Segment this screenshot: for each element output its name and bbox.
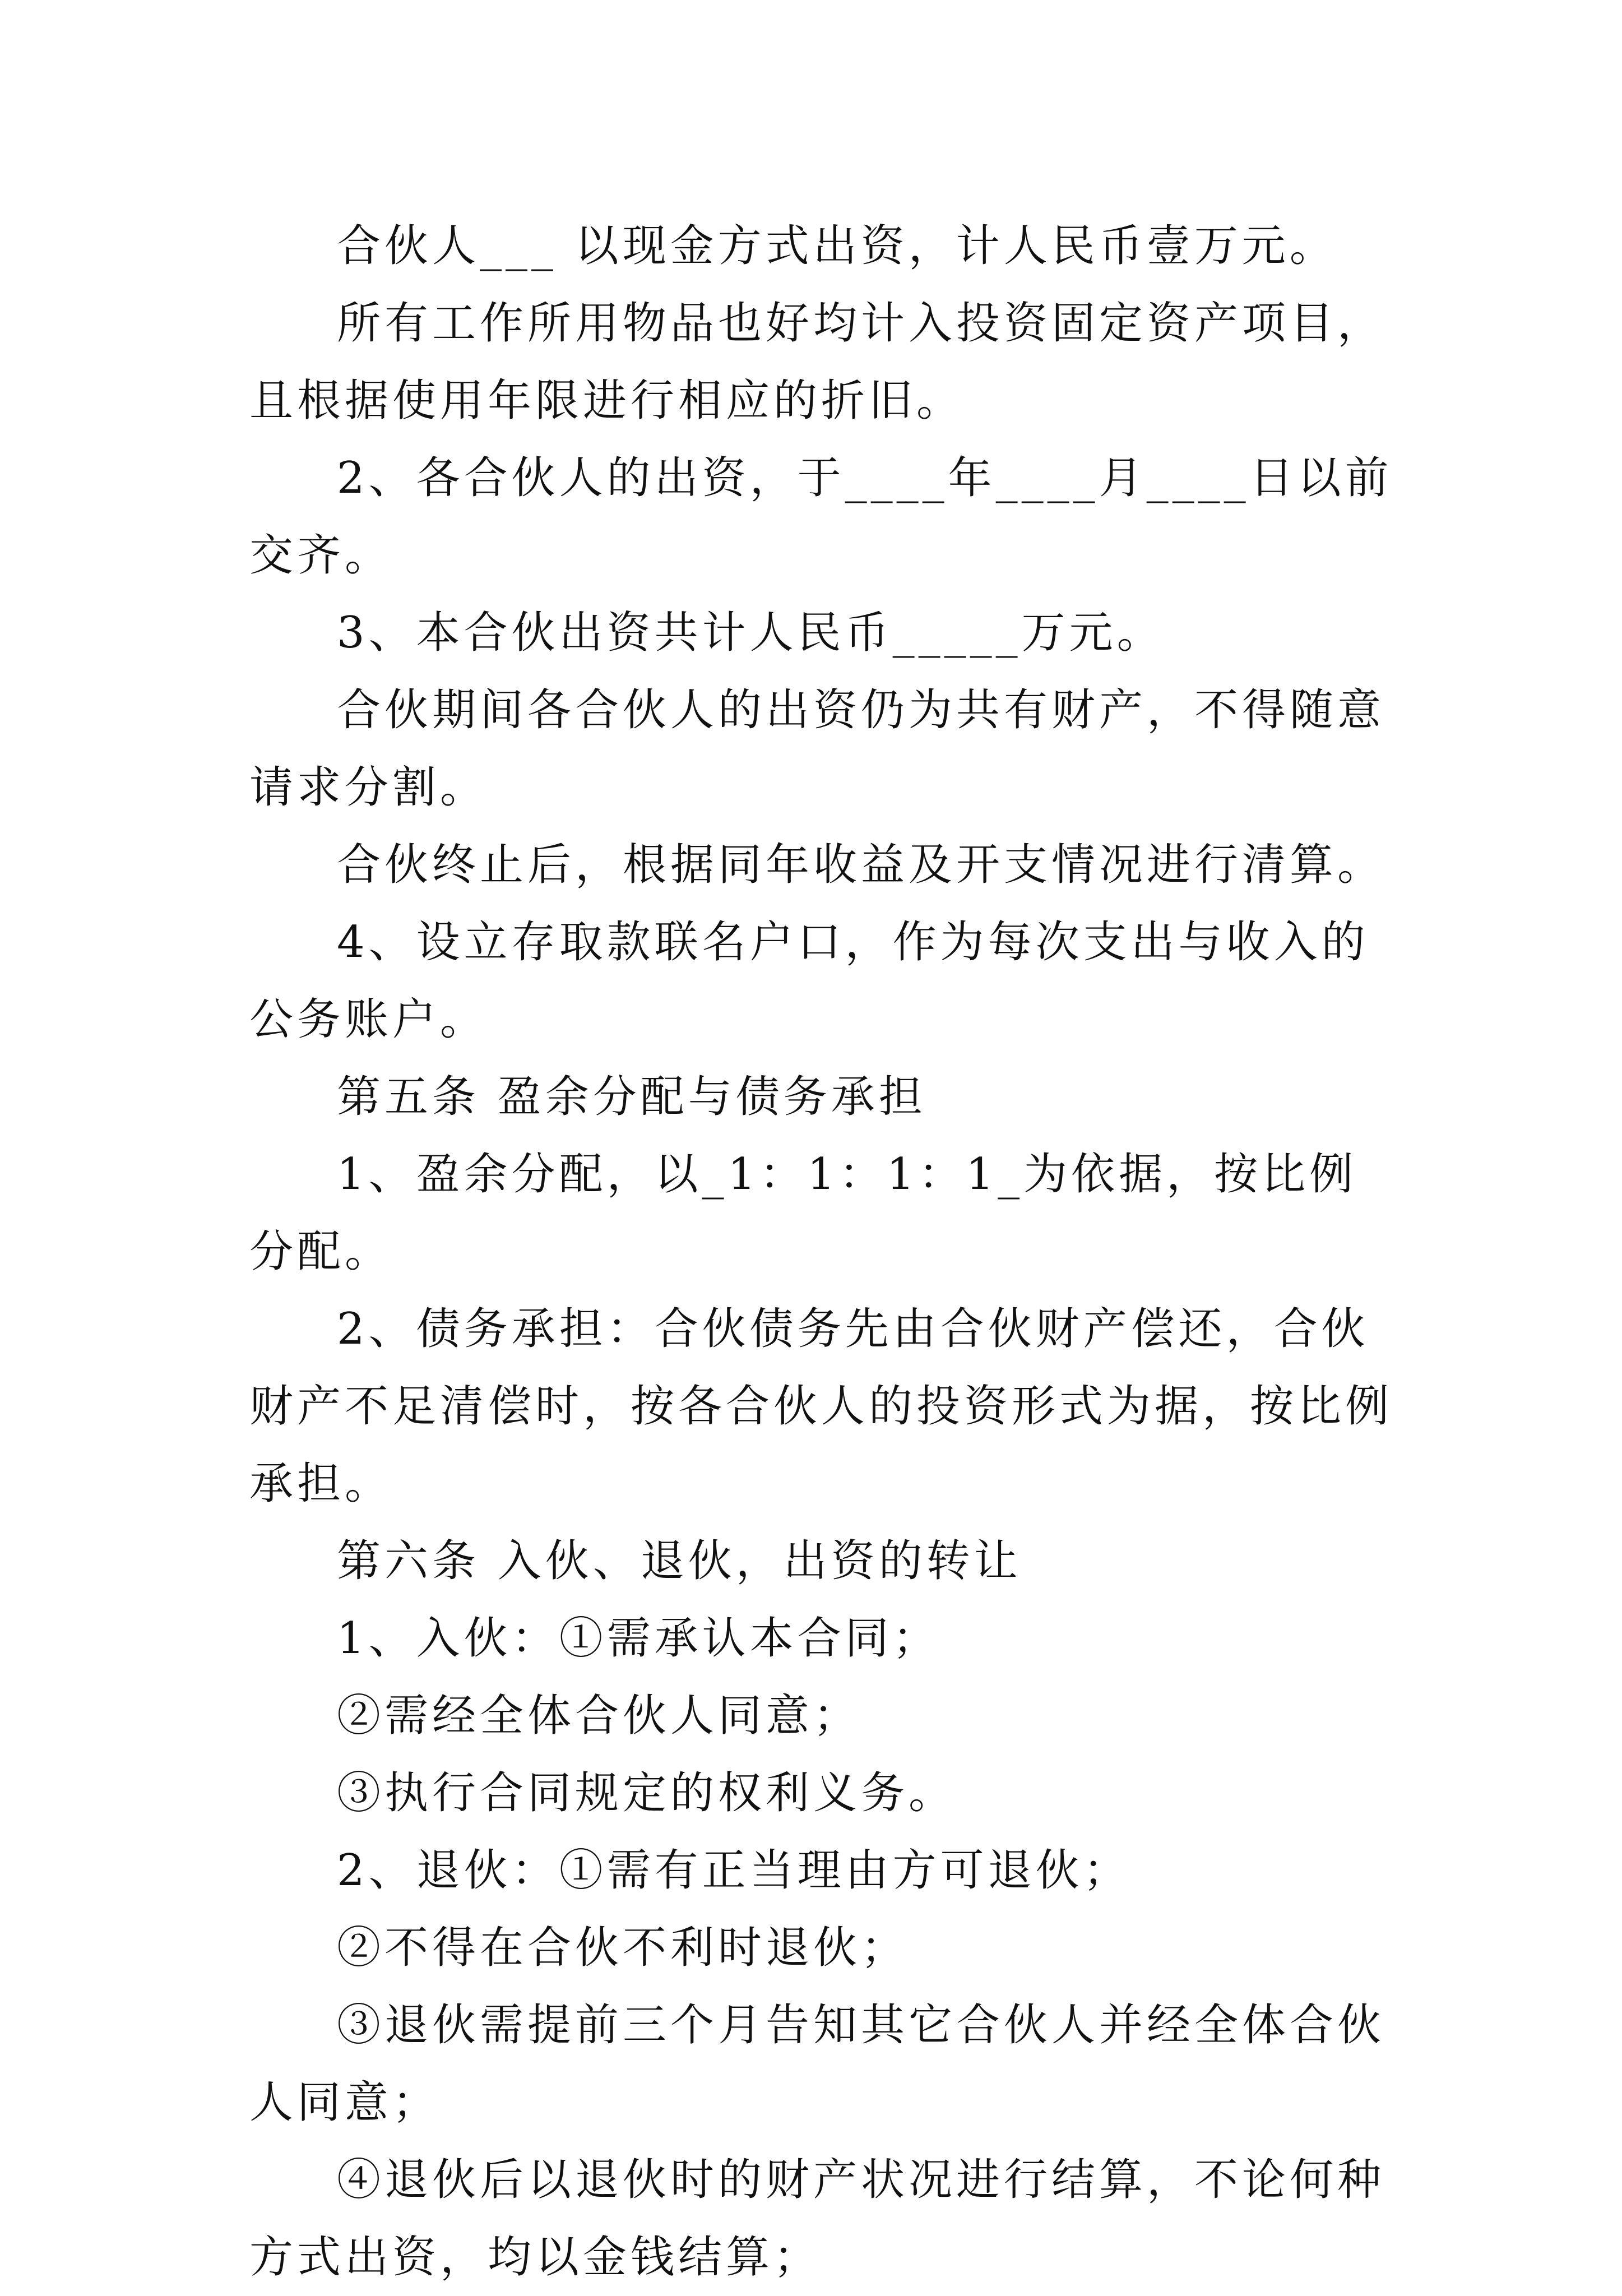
paragraph: ③退伙需提前三个月告知其它合伙人并经全体合伙人同意； [249,2000,1385,2128]
paragraph: ②需经全体合伙人同意； [337,1691,861,1741]
paragraph: 1、入伙：①需承认本合同； [337,1613,940,1664]
paragraph: 合伙期间各合伙人的出资仍为共有财产，不得随意请求分割。 [249,685,1385,813]
paragraph: 合伙终止后，根据同年收益及开支情况进行清算。 [337,840,1385,890]
paragraph: 1、盈余分配，以_1：1：1：1_为依据，按比例分配。 [249,1149,1357,1277]
paragraph: 所有工作所用物品也好均计入投资固定资产项目，且根据使用年限进行相应的折旧。 [249,298,1385,426]
paragraph: ③执行合同规定的权利义务。 [337,1768,957,1818]
paragraph: 2、债务承担：合伙债务先由合伙财产偿还，合伙财产不足清偿时，按各合伙人的投资形式为据，按比例承担。 [249,1304,1393,1509]
section-heading: 第五条 盈余分配与债务承担 [337,1072,926,1122]
paragraph: 4、设立存取款联名户口，作为每次支出与收入的公务账户。 [249,917,1369,1045]
paragraph: 合伙人___ 以现金方式出资，计人民币壹万元。 [337,221,1337,271]
document-body [249,207,1393,2296]
paragraph: 2、退伙：①需有正当理由方可退伙； [337,1845,1131,1896]
paragraph: 3、本合伙出资共计人民币_____万元。 [337,608,1165,658]
paragraph: 2、各合伙人的出资，于____年____月____日以前交齐。 [249,453,1393,581]
section-heading: 第六条 入伙、退伙，出资的转让 [337,1536,1022,1586]
paragraph: ④退伙后以退伙时的财产状况进行结算，不论何种方式出资，均以金钱结算； [249,2155,1385,2283]
paragraph: ②不得在合伙不利时退伙； [337,1923,909,1973]
